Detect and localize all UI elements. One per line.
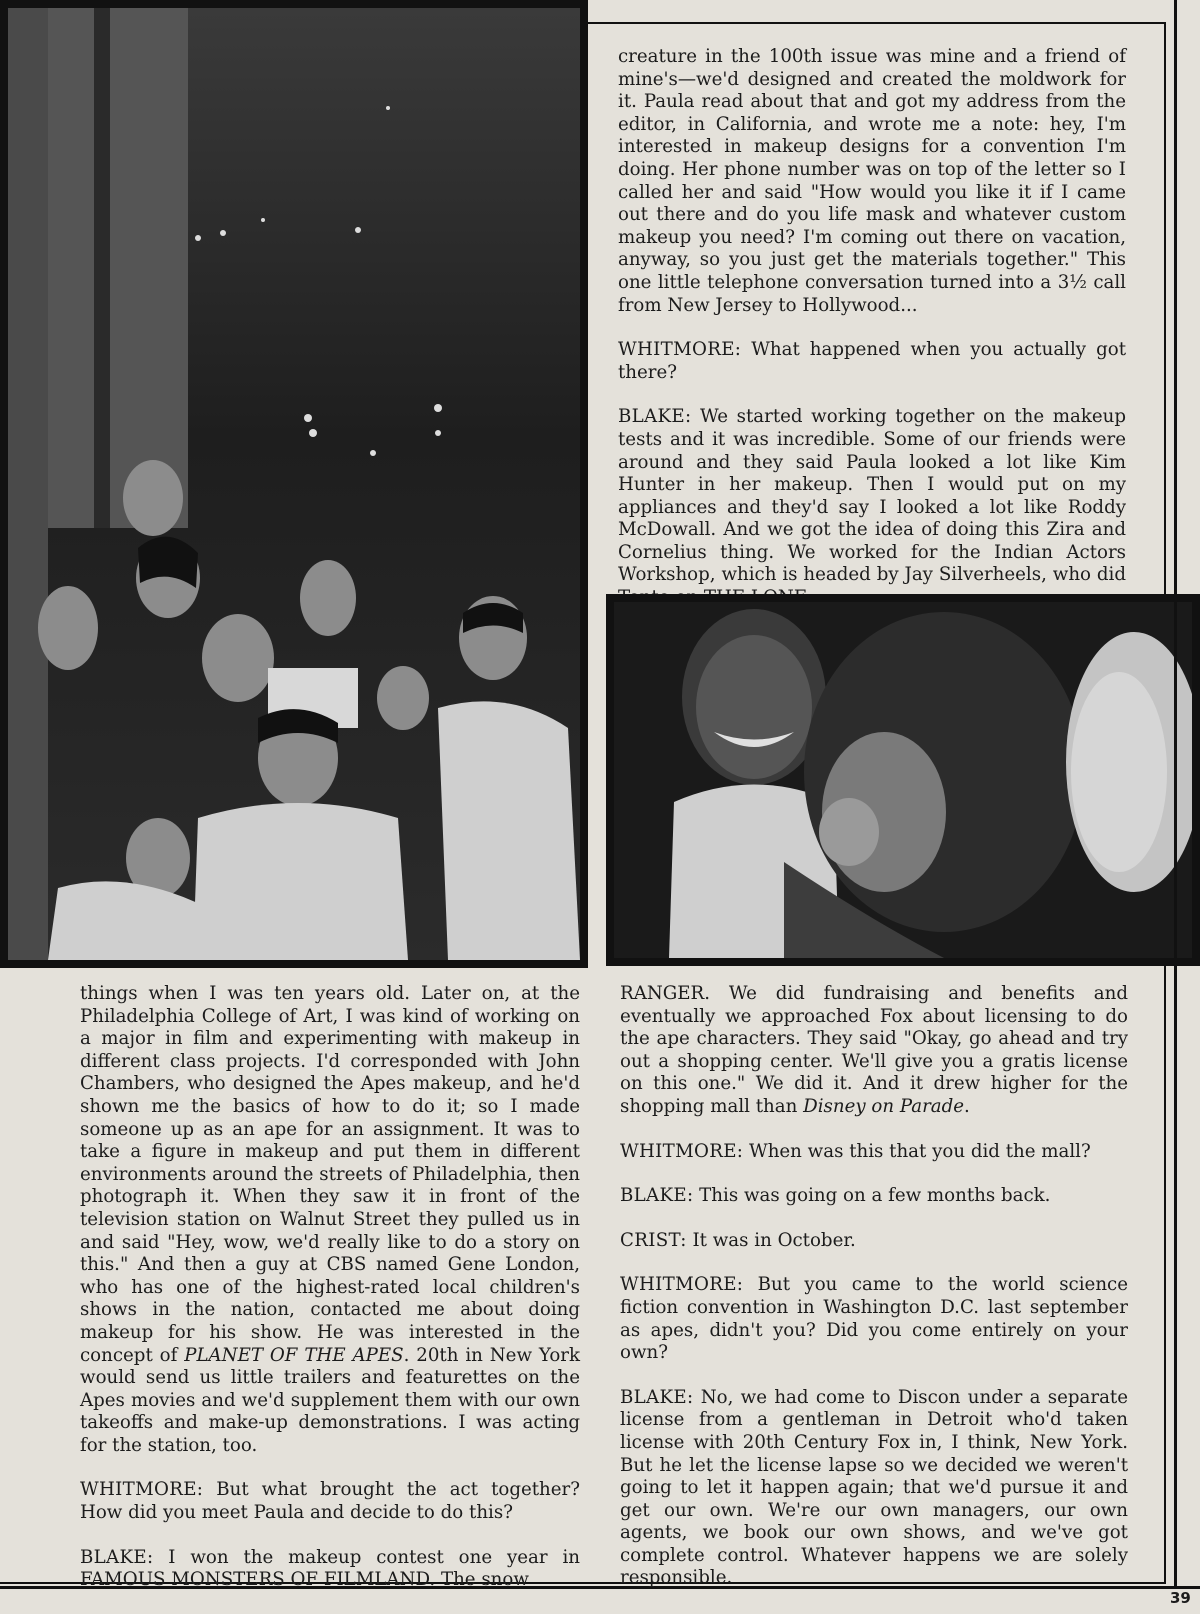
- paragraph: [620, 1387, 1128, 1590]
- paragraph: [80, 1547, 580, 1592]
- ape-makeup-photo: [606, 594, 1200, 966]
- speaker-label: WHITMORE:: [620, 1274, 744, 1296]
- paragraph-text-after: . 20th in New York would send us little trailers and featurettes on the Apes movies and we'd supplement them with our own takeoffs and make-up demonstrations. I was acting for the station, too.: [80, 1344, 580, 1456]
- paragraph: [620, 1185, 1128, 1208]
- article-column-bottom-left: [80, 983, 580, 1614]
- paragraph-text: I won the makeup contest one year in FAMOUS MONSTERS OF FILMLAND. The snow: [80, 1546, 580, 1591]
- emphasis-text: Disney on Parade: [803, 1095, 965, 1117]
- paragraph: [620, 1230, 1128, 1253]
- paragraph-text: But you came to the world science fiction convention in Washington D.C. last september as apes, didn't you? Did you come entirely on your own?: [620, 1274, 1128, 1364]
- speaker-label: BLAKE:: [618, 406, 692, 428]
- paragraph-text: This was going on a few months back.: [699, 1185, 1051, 1207]
- page-number: 39: [1170, 1589, 1191, 1607]
- crowd-photo: [0, 0, 588, 968]
- paragraph-text: When was this that you did the mall?: [749, 1140, 1091, 1162]
- paragraph: [620, 1141, 1128, 1164]
- paragraph: [80, 1479, 580, 1524]
- paragraph: [620, 1274, 1128, 1364]
- paragraph-text: But what brought the act together? How did you meet Paula and decide to do this?: [80, 1479, 580, 1524]
- paragraph: [618, 339, 1126, 384]
- speaker-label: WHITMORE:: [618, 339, 742, 361]
- paragraph: [80, 983, 580, 1457]
- paragraph-text-after: .: [964, 1095, 970, 1117]
- paragraph-text: No, we had come to Discon under a separate license from a gentleman in Detroit who'd taken license with 20th Century Fox in, I think, New York. But he let the license lapse so we decided we weren't going to let it happen again; that we'd pursue it and get our own. We're our own managers, our own agents, we book our own shows, and we've got complete control. Whatever happens we are solely responsible.: [620, 1386, 1128, 1589]
- paragraph-text: What happened when you actually got there?: [618, 339, 1126, 383]
- paragraph-text: It was in October.: [692, 1229, 856, 1251]
- paragraph-text: things when I was ten years old. Later on, at the Philadelphia College of Art, I was kind of working on a major in film and experimenting with makeup in different class projects. I'd corresponded with John Chambers, who designed the Apes makeup, and he'd shown me the basics of how to do it; so I made someone up as an ape for an assignment. It was to take a figure in makeup and put them in different environments around the streets of Philadelphia, then photograph it. When they saw it in front of the television station on Walnut Street they pulled us in and said "Hey, wow, we'd really like to do a story on this." And then a guy at CBS named Gene London, who has one of the highest-rated local children's shows in the nation, contacted me about doing makeup for his show. He was interested in the concept of: [80, 983, 580, 1366]
- speaker-label: WHITMORE:: [80, 1479, 204, 1501]
- paragraph: [618, 46, 1126, 317]
- paragraph-text: creature in the 100th issue was mine and a friend of mine's—we'd designed and created the moldwork for it. Paula read about that and got my address from the editor, in California, and wrote me a note: hey, I'm interested in makeup designs for a convention I'm doing. Her phone number was on top of the letter so I called her and said "How would you like it if I came out there and do you life mask and whatever custom makeup you need? I'm coming out there on vacation, anyway, so you just get the materials together." This one little telephone conversation turned into a 3½ call from New Jersey to Hollywood...: [618, 46, 1126, 316]
- speaker-label: BLAKE:: [620, 1386, 694, 1408]
- speaker-label: CRIST:: [620, 1229, 687, 1251]
- ape-makeup-photo-icon: [614, 602, 1192, 958]
- paragraph-text: RANGER. We did fundraising and benefits and eventually we approached Fox about licensing to do the ape characters. They said "Okay, go ahead and try out a shopping center. We'll give you a gratis license on this one." We did it. And it drew higher for the shopping mall than: [620, 983, 1128, 1117]
- paragraph-text: We started working together on the makeup tests and it was incredible. Some of our friends were around and they said Paula looked a lot like Kim Hunter in her makeup. Then I would put on my appliances and they'd say I looked a lot like Roddy McDowall. And we got the idea of doing this Zira and Cornelius thing. We worked for the Indian Actors Workshop, which is headed by Jay Silverheels, who did: [618, 406, 1126, 586]
- crowd-photo-icon: [8, 8, 580, 960]
- paragraph: [618, 406, 1126, 609]
- speaker-label: BLAKE:: [80, 1546, 154, 1568]
- article-column-top: [618, 46, 1126, 632]
- page-rule-right: [1174, 0, 1177, 1589]
- emphasis-text: PLANET OF THE APES: [184, 1344, 404, 1366]
- speaker-label: WHITMORE:: [620, 1140, 744, 1162]
- speaker-label: BLAKE:: [620, 1185, 694, 1207]
- article-column-bottom-right: [620, 983, 1128, 1612]
- paragraph: [620, 983, 1128, 1119]
